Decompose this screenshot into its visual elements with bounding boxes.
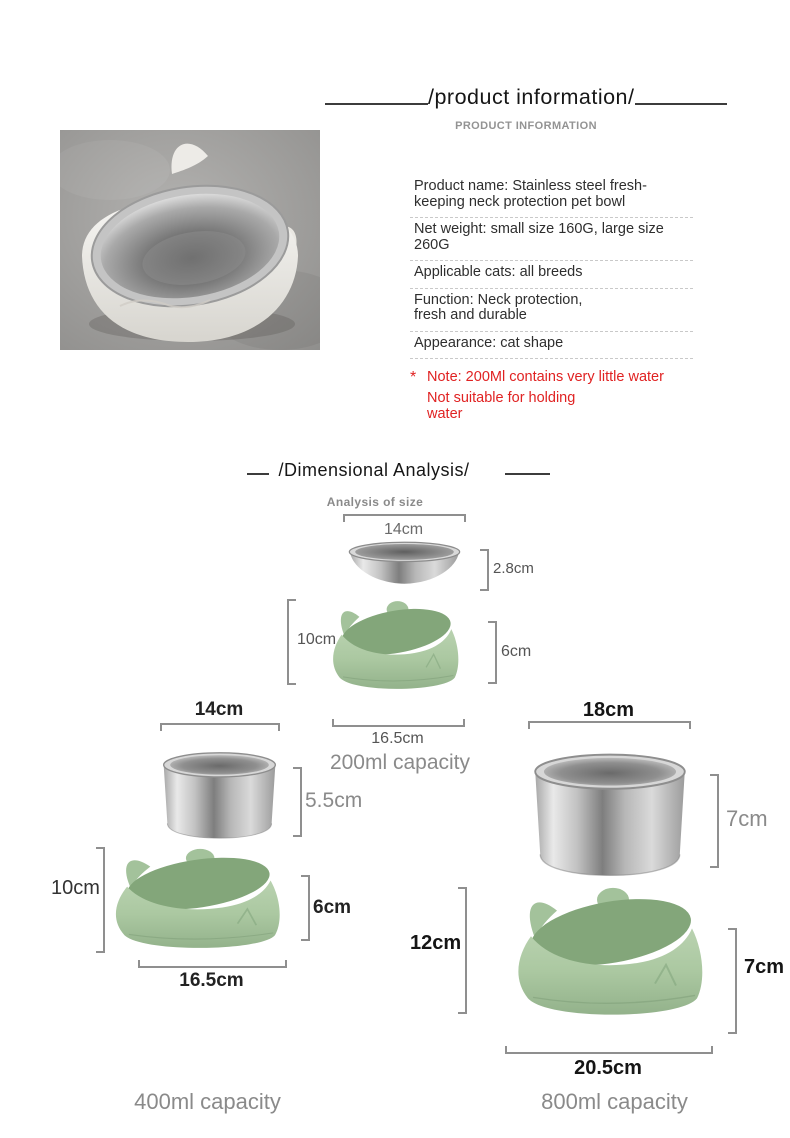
dim-400-top-bracket: [160, 723, 280, 731]
capacity-800-label: 800ml capacity: [541, 1089, 688, 1114]
dim-400-base-width-label: 16.5cm: [179, 970, 244, 991]
dim-200-total-height-bracket: [287, 599, 296, 685]
dim-800-top-bracket: [528, 721, 691, 729]
dim-400-base-height-label: 6cm: [313, 897, 352, 918]
dim-header-line-left: [247, 473, 269, 475]
product-info-list: [410, 175, 693, 422]
info-row-line: 260G: [414, 236, 450, 253]
note-warning: [410, 369, 693, 422]
dim-400-total-height-label: 10cm: [51, 877, 100, 899]
dim-800-base-width-label: 20.5cm: [574, 1057, 642, 1079]
dim-200-base-height-label: 6cm: [501, 643, 532, 660]
product-photo: [60, 130, 320, 350]
steel-bowl-200-illustration: [346, 541, 463, 588]
note-line: water: [427, 406, 463, 422]
dim-400-bowl-height-bracket: [293, 767, 302, 837]
product-info-subtitle: PRODUCT INFORMATION: [455, 120, 597, 132]
dim-200-bowl-height-bracket: [480, 549, 489, 591]
header-line-left: [325, 103, 428, 105]
steel-bowl-800-illustration: [529, 752, 691, 878]
dim-400-bowl-height-label: 5.5cm: [305, 789, 363, 812]
green-base-200-illustration: [324, 595, 467, 696]
steel-bowl-400-illustration: [159, 751, 280, 840]
info-row-net-weight: [410, 218, 693, 261]
green-base-800-illustration: [505, 879, 715, 1025]
dim-header-line-right: [505, 473, 550, 475]
dim-400-top-width-label: 14cm: [194, 699, 244, 720]
dim-200-base-width-bracket: [332, 719, 465, 727]
dim-800-base-width-bracket: [505, 1046, 713, 1054]
asterisk-icon: *: [410, 369, 417, 386]
info-row-line: Appearance: cat shape: [414, 334, 564, 351]
dim-800-bowl-height-bracket: [710, 774, 719, 868]
info-row-product-name: [410, 175, 693, 218]
info-row-function: [410, 289, 693, 332]
info-row-line: Net weight: small size 160G, large size: [414, 221, 664, 237]
info-row-line: keeping neck protection pet bowl: [414, 193, 626, 210]
dim-800-top-width-label: 18cm: [582, 699, 635, 721]
note-line: Note: 200Ml contains very little water: [427, 369, 664, 385]
dim-800-bowl-height-label: 7cm: [726, 806, 768, 831]
product-info-title: /product information/: [428, 85, 635, 109]
dim-200-bowl-height-label: 2.8cm: [493, 560, 534, 577]
info-row-appearance: [410, 332, 693, 360]
dim-400-total-height-bracket: [96, 847, 105, 953]
info-row-line: Product name: Stainless steel fresh-: [414, 178, 647, 194]
dim-200-base-height-bracket: [488, 621, 497, 684]
dimensional-analysis-title: /Dimensional Analysis/: [278, 460, 470, 480]
info-row-applicable-cats: [410, 261, 693, 289]
dim-400-base-height-bracket: [301, 875, 310, 941]
capacity-200-label: 200ml capacity: [329, 751, 471, 774]
info-row-line: Function: Neck protection,: [414, 291, 583, 308]
info-row-line: fresh and durable: [414, 307, 527, 323]
dim-800-base-height-bracket: [728, 928, 737, 1034]
note-line: Not suitable for holding: [427, 390, 576, 406]
dim-800-total-height-label: 12cm: [410, 932, 462, 954]
header-line-right: [635, 103, 728, 105]
info-row-line: Applicable cats: all breeds: [414, 264, 583, 280]
dim-800-base-height-label: 7cm: [744, 956, 785, 978]
dim-200-total-height-label: 10cm: [297, 631, 337, 648]
dim-200-top-width-label: 14cm: [383, 521, 424, 538]
analysis-of-size-label: Analysis of size: [326, 495, 424, 509]
green-base-400-illustration: [104, 842, 291, 956]
dim-200-base-width-label: 16.5cm: [371, 730, 424, 747]
dim-400-base-width-bracket: [138, 960, 287, 968]
product-info-header: [325, 86, 727, 109]
capacity-400-label: 400ml capacity: [134, 1089, 281, 1114]
